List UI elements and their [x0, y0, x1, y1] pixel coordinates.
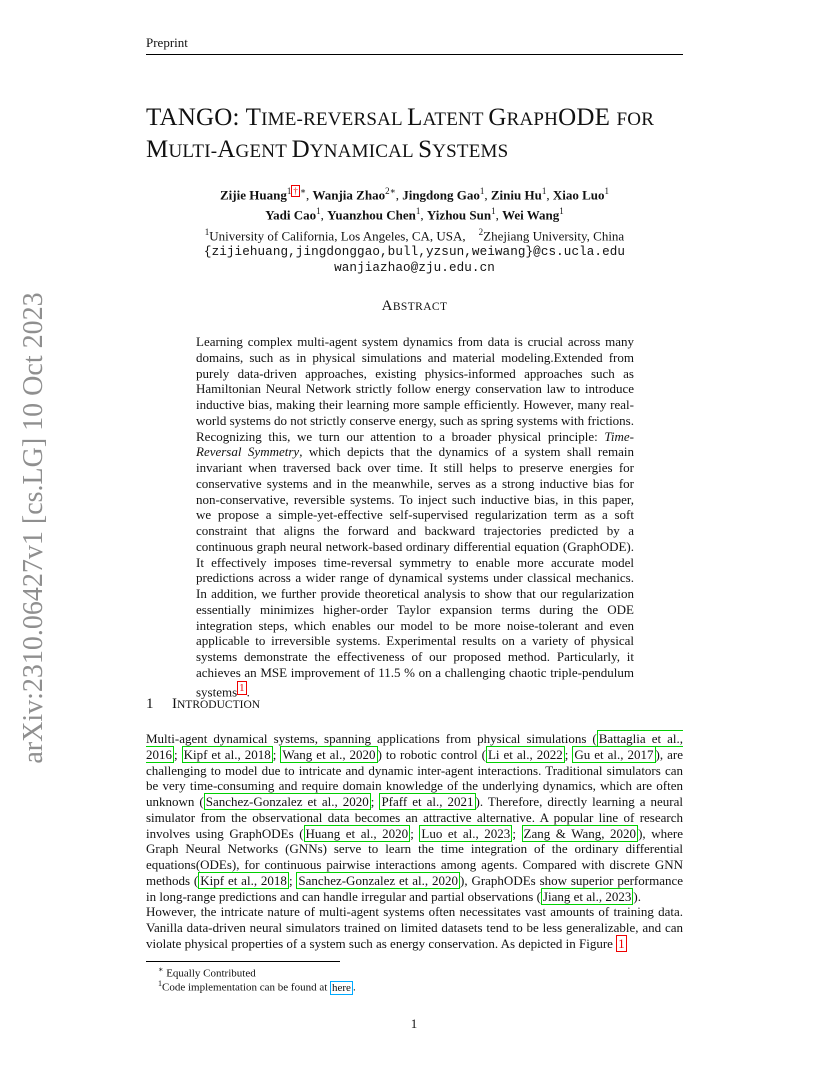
email-line-2: wanjiazhao@zju.edu.cn — [334, 260, 495, 275]
paper-title — [146, 103, 706, 167]
arxiv-watermark: arXiv:2310.06427v1 [cs.LG] 10 Oct 2023 — [18, 292, 49, 764]
intro-paragraph-1 — [146, 731, 683, 904]
citation-link[interactable]: Luo et al., 2023 — [421, 825, 511, 841]
paragraph-text: ) to robotic control ( — [377, 746, 486, 762]
citation-link[interactable]: Huang et al., 2020 — [305, 825, 409, 841]
figure-ref-link[interactable]: 1 — [618, 935, 625, 951]
paragraph-text: ). Therefore, directly learning a neural simulator from the observational data becomes an attractive alternative. A popular line of research involves using GraphODEs ( — [146, 794, 683, 841]
affiliations: $^1$University of California, Los Angeles, CA, USA, $^2$Zhejiang University, China — [204, 226, 625, 243]
citation-link[interactable]: Sanchez-Gonzalez et al., 2020 — [298, 872, 458, 888]
paragraph-text: ), GraphODEs show superior performance in long-range predictions and can handle irregular and partial observations ( — [146, 872, 684, 904]
citation-link[interactable]: Wang et al., 2020 — [282, 746, 376, 762]
citation-link[interactable]: Kipf et al., 2018 — [183, 746, 271, 762]
paragraph-text: ), where Graph Neural Networks (GNNs) serve to learn the time integration of the ordinary differential equations(ODEs), for continuous pairwise interactions among agents. Compared with discrete GNN methods ( — [146, 825, 683, 888]
paragraph-text: ), are challenging to model due to intricate and dynamic inter-agent interactions. Traditional simulators can be very time-consuming and require domain knowledge of the underlying dynamics, which are often unknown ( — [146, 746, 683, 809]
footnote-2: $^1$Code implementation can be found at here . — [158, 979, 356, 994]
author-note-link[interactable]: † — [293, 186, 298, 196]
paragraph-text: ; — [512, 825, 522, 841]
footnote-rule — [146, 961, 340, 962]
paragraph-text: ). — [633, 888, 641, 904]
citation-link[interactable]: Sanchez-Gonzalez et al., 2020 — [205, 794, 369, 809]
paragraph-text: ; — [564, 746, 573, 762]
paragraph-text: ; — [272, 746, 281, 762]
citation-link[interactable]: Li et al., 2022 — [487, 746, 563, 762]
citation-link[interactable]: Jiang et al., 2023 — [542, 888, 632, 904]
paragraph-text: ; — [370, 794, 380, 809]
footnote-link[interactable]: 1 — [239, 681, 245, 694]
paragraph-text: Multi-agent dynamical systems, spanning applications from physical simulations ( — [146, 731, 597, 746]
title-line-1: TANGO: TIME-REVERSAL LATENT GRAPHODE FOR — [146, 104, 655, 131]
citation-link[interactable]: Pfaff et al., 2021 — [381, 794, 474, 809]
title-line-2: MULTI-AGENT DYNAMICAL SYSTEMS — [146, 136, 509, 163]
page-number: 1 — [410, 1016, 418, 1031]
author-block — [146, 183, 683, 276]
abstract-body: Learning complex multi-agent system dynamics from data is crucial across many domains, such as in physical simulations and material modeling.Extended from purely data-driven approaches, existing physics-informed approaches such as Hamiltonian Neural Network strictly follow energy conservation law to introduce inductive bias, making their learning more sample efficiently. However, many real-world systems do not strictly conserve energy, such as spring systems with frictions. Recognizing this, we turn our attention to a broader physical principle: Time-Reversal Symmetry, which depicts that the dynamics of a system shall remain invariant when traversed back over time. It still helps to preserve energies for conservative systems and in the meanwhile, serves as a strong inductive bias for non-conservative, reversible systems. To inject such inductive bias, in this paper, we propose a simple-yet-effective self-supervised regularization term as a soft constraint that aligns the forward and backward trajectories predicted by a continuous graph neural network-based ordinary differential equation (GraphODE). It effectively imposes time-reversal symmetry to enable more accurate model predictions across a wider range of dynamical systems under classical mechanics. In addition, we further provide theoretical analysis to show that our regularization essentially minimizes higher-order Taylor expansion terms during the ODE integration steps, which enables our model to be more noise-tolerant and even applicable to irreversible systems. Experimental results on a variety of physical systems demonstrate the effectiveness of our proposed method. Particularly, it achieves an MSE improvement of 11.5 % on a challenging chaotic triple-pendulum systems $^1$ . — [196, 334, 634, 699]
author-line-2: Yadi Cao$^1$, Yuanzhou Chen$^1$, Yizhou Sun$^1$, Wei Wang$^1$ — [265, 206, 564, 223]
section-heading: 1 INTRODUCTION — [146, 696, 261, 712]
citation-link[interactable]: Battaglia et al., 2016 — [146, 731, 683, 762]
intro-paragraph-2: However, the intricate nature of multi-agent systems often necessitates vast amounts of training data. Vanilla data-driven neural simulators trained on limited datasets tend to be less generalizable, and can violate physical properties of a system such as energy conservation. As depicted in Figure 1 — [146, 904, 683, 951]
citation-link[interactable]: Kipf et al., 2018 — [200, 872, 287, 888]
paragraph-text: ; — [410, 825, 420, 841]
paragraph-text: ; — [174, 746, 182, 762]
author-line-1: Zijie Huang$^1$ † ∗, Wanjia Zhao$^{2∗}$, Jingdong Gao$^1$, Ziniu Hu$^1$, Xiao Luo$^1$ — [220, 186, 609, 203]
code-link[interactable]: here — [332, 981, 351, 994]
footnote-1: ∗ Equally Contributed — [158, 965, 256, 980]
abstract-heading: ABSTRACT — [381, 298, 448, 314]
running-header: Preprint — [146, 35, 683, 55]
citation-link[interactable]: Gu et al., 2017 — [574, 746, 654, 762]
paragraph-text: ; — [288, 872, 297, 888]
citation-link[interactable]: Zang & Wang, 2020 — [523, 825, 637, 841]
email-line-1: {zijiehuang,jingdonggao,bull,yzsun,weiwang}@cs.ucla.edu — [203, 244, 626, 259]
